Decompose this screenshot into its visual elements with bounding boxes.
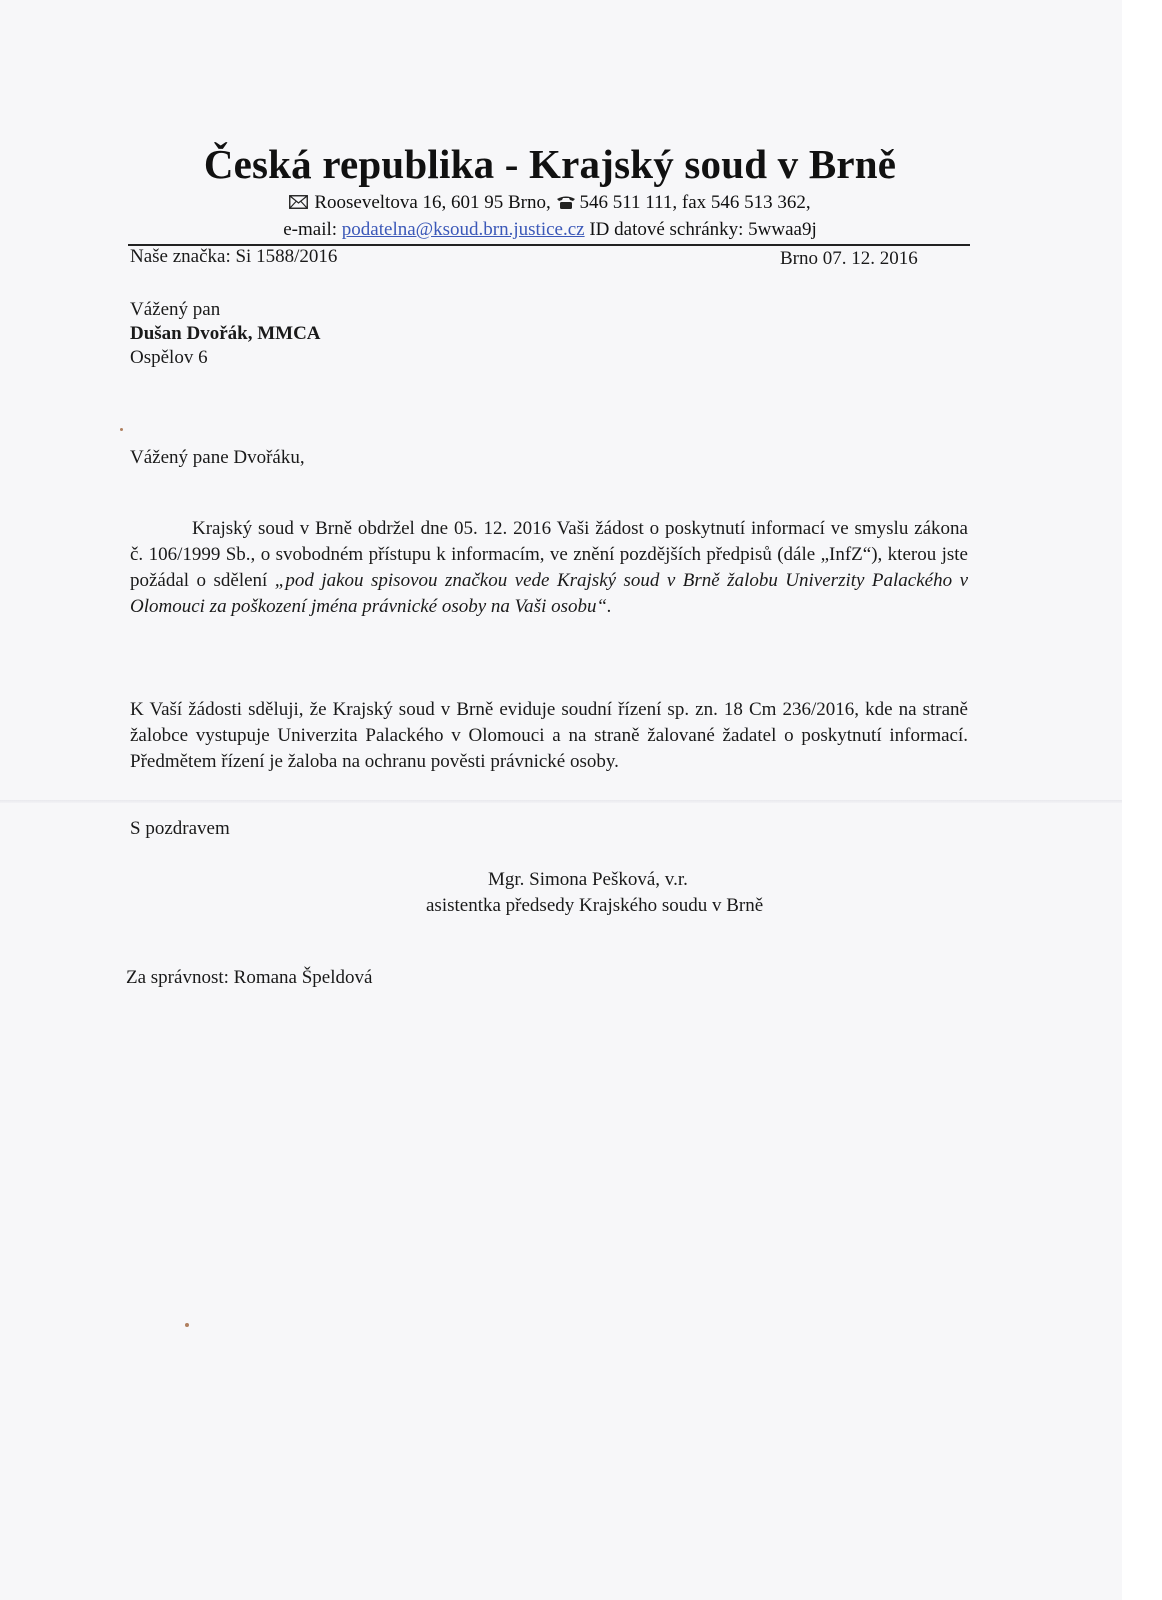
addressee-address: Ospělov 6 [130, 347, 208, 368]
addressee-greeting: Vážený pan [130, 299, 221, 320]
scan-edge [1122, 0, 1162, 1600]
body-paragraph-1 [130, 516, 968, 620]
signatory-title: asistentka předsedy Krajského soudu v Brně [426, 895, 764, 916]
court-phone: 546 511 111, fax 546 513 362, [579, 192, 811, 213]
paper-speck [120, 428, 123, 431]
paragraph-1-text: Krajský soud v Brně obdržel dne 05. 12. 2016 Vaši žádost o poskytnutí informací ve smyslu zákona č. 106/1999 Sb., o svobodném přístupu k informacím, ve znění pozdějších předpisů (dále „InfZ“), kterou jste požádal o sdělení [130, 518, 968, 591]
paper-speck [185, 1323, 189, 1327]
court-title: Česká republika - Krajský soud v Brně [203, 141, 897, 187]
court-address: Rooseveltova 16, 601 95 Brno, [314, 192, 551, 213]
paper-fold [0, 800, 1122, 803]
court-contact-line [0, 192, 1100, 214]
correctness-note: Za správnost: Romana Špeldová [126, 967, 373, 988]
letter-date: Brno 07. 12. 2016 [780, 248, 918, 269]
body-paragraph-2: K Vaší žádosti sděluji, že Krajský soud v Brně eviduje soudní řízení sp. zn. 18 Cm 236/2016, kde na straně žalobce vystupuje Univerzita Palackého v Olomouci a na straně žalované žadatel o poskytnutí informací. Předmětem řízení je žaloba na ochranu pověsti právnické osoby. [130, 699, 968, 772]
signatory-name: Mgr. Simona Pešková, v.r. [488, 869, 688, 890]
email-label: e-mail: [283, 219, 338, 240]
email-link[interactable]: podatelna@ksoud.brn.justice.cz [341, 219, 585, 240]
salutation: Vážený pane Dvořáku, [130, 447, 305, 468]
addressee-name: Dušan Dvořák, MMCA [130, 323, 321, 344]
closing: S pozdravem [130, 818, 230, 839]
envelope-icon [289, 195, 308, 209]
reference-number: Naše značka: Si 1588/2016 [130, 246, 338, 267]
databox-id: ID datové schránky: 5wwaa9j [589, 219, 817, 240]
court-email-line [0, 219, 1100, 241]
paragraph-1-quote: „pod jakou spisovou značkou vede Krajský soud v Brně žalobu Univerzity Palackého v Olomouci za poškození jména právnické osoby na Vaši osobu“. [130, 570, 968, 617]
telephone-icon [556, 195, 576, 209]
